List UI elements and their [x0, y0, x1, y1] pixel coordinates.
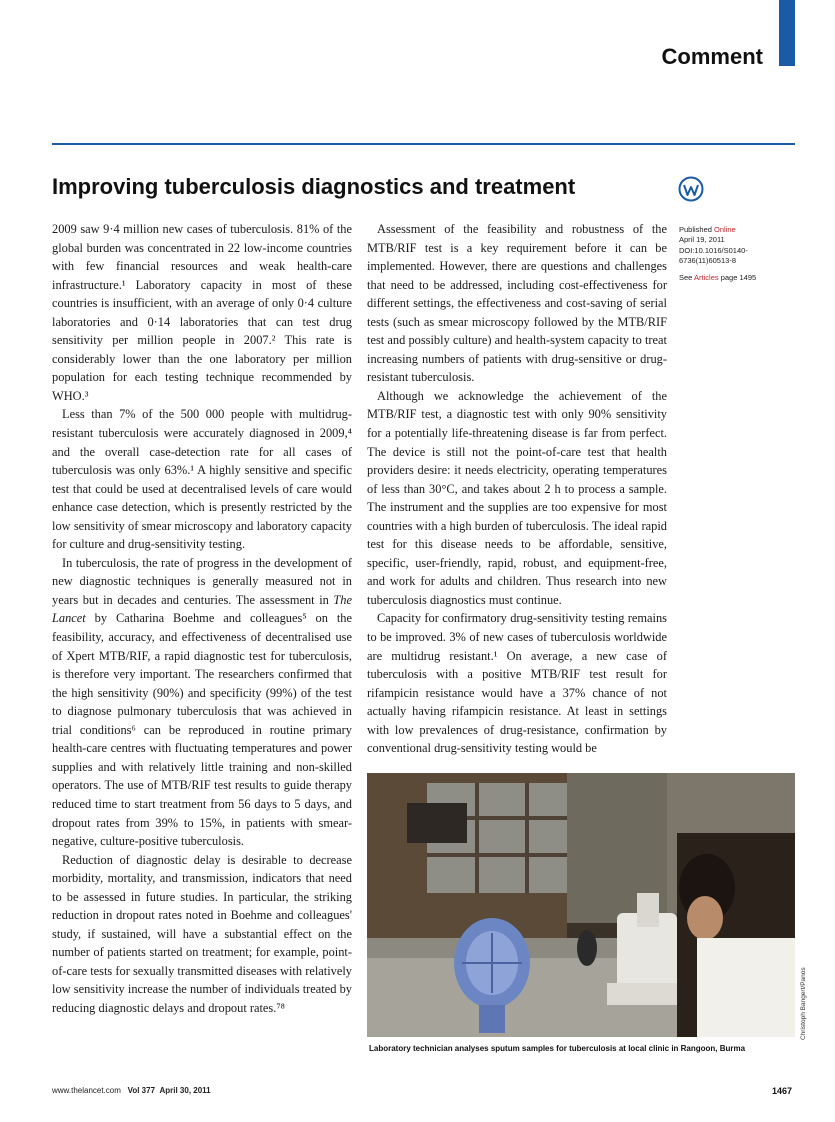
- issue-date: April 30, 2011: [159, 1086, 211, 1095]
- page-footer: [52, 1086, 211, 1095]
- paragraph: Assessment of the feasibility and robustness of the MTB/RIF test is a key requirement before it can be implemented. However, there are questions and challenges that need to be addressed, including cost-effectiveness for different settings, the effectiveness and cost-saving of serial tests (such as smear microscopy followed by the MTB/RIF test and possibly culture) and health-system capacity to treat increasing numbers of patients with drug-sensitive or drug-resistant tuberculosis.: [367, 222, 667, 385]
- lab-photo: [367, 773, 795, 1037]
- doi-line: DOI:10.1016/S0140-: [679, 245, 748, 255]
- sidebar-info: [679, 225, 797, 283]
- header-rule: [52, 143, 795, 145]
- web-extra-icon: [678, 176, 704, 202]
- paragraph-text: In tuberculosis, the rate of progress in the development of new diagnostic techniques is generally measured not in years but in decades and centuries. The assessment in: [52, 555, 352, 607]
- paragraph: 2009 saw 9·4 million new cases of tuberculosis. 81% of the global burden was concentrated in 22 low-income countries with few financial resources and weak health-care infrastructure.¹ Laboratory capacity in most of these countries is insufficient, with an average of only 0·4 culture laboratories and 0·14 laboratories that can test drug sensitivity per million people in 2007.² This rate is considerably lower than the one laboratory per million population for each testing technique recommended by WHO.³: [52, 222, 352, 403]
- journal-name: The Lancet: [52, 592, 352, 626]
- online-label: Online: [714, 225, 736, 234]
- photo-credit: Christoph Bangert/Panos: [800, 967, 807, 1040]
- section-label: Comment: [661, 44, 763, 69]
- paragraph: Although we acknowledge the achievement of the MTB/RIF test, a diagnostic test with only 90% sensitivity for a potentially life-threatening disease is far from perfect. The device is still not the point-of-care test that health providers desire: it needs electricity, operating temperatures of less than 30°C, and takes about 2 h to process a sample. The instrument and the supplies are too expensive for most countries with a high burden of tuberculosis. The ideal rapid test for this disease needs to be affordable, sensitive, specific, user-friendly, rapid, robust, and equipment-free, and work for adults and children. Thus research into new tuberculosis diagnostics must continue.: [367, 388, 667, 607]
- paragraph: Capacity for confirmatory drug-sensitivity testing remains to be improved. 3% of new cases of tuberculosis worldwide are multidrug resistant.¹ On average, a new case of tuberculosis with a positive MTB/RIF test result for rifampicin resistance would have a 37% chance of not actually having rifampicin resistance. At least in settings with low prevalences of drug-resistance, confirmation by conventional drug-sensitivity testing would be: [367, 611, 667, 756]
- paragraph: Less than 7% of the 500 000 people with multidrug-resistant tuberculosis were accurately diagnosed in 2009,⁴ and the overall case-detection rate for all cases of tuberculosis was only 63%.¹ A highly sensitive and specific test that could be used at decentralised levels of care would enhance case detection, which is presently restricted by the low sensitivity of smear microscopy and laboratory capacity for culture and drug-sensitivity testing.: [52, 407, 352, 552]
- volume: Vol 377: [127, 1086, 156, 1095]
- page-number: 1467: [771, 1086, 792, 1096]
- journal-site: www.thelancet.com: [52, 1086, 121, 1095]
- paragraph: Reduction of diagnostic delay is desirable to decrease morbidity, mortality, and transmission, indicators that need to be assessed in future studies. In particular, the striking reduction in dropout rates noted in Boehme and colleagues' study, if sustained, will have a substantial effect on the number of patients started on treatment; for example, point-of-care tests for sexually transmitted diseases with relatively low sensitivity increase the number of individuals treated by reducing diagnostic delays and dropout rates.⁷⁸: [52, 852, 352, 1015]
- figure-caption: Laboratory technician analyses sputum samples for tuberculosis at local clinic in Rangoon, Burma: [369, 1044, 746, 1053]
- page-reference: page 1495: [720, 272, 757, 282]
- doi-line: 6736(11)60513-8: [679, 256, 736, 266]
- published-label: Published: [679, 225, 712, 234]
- column-left: [52, 220, 352, 1018]
- article-title: Improving tuberculosis diagnostics and treatment: [52, 174, 576, 199]
- see-label: See: [679, 272, 693, 282]
- column-middle: [367, 220, 667, 758]
- paragraph-text: by Catharina Boehme and colleagues⁵ on the feasibility, accuracy, and effectiveness of decentralised use of Xpert MTB/RIF, a rapid diagnostic test for tuberculosis, is therefore very important. The researchers confirmed that the high sensitivity (90%) and specificity (99%) of the test to diagnose pulmonary tuberculosis that was achieved in trial conditions⁶ can be reproduced in routine primary health-care centres with fluctuating temperatures and power supplies and with relatively little training and non-skilled operators. The use of MTB/RIF test results to guide therapy reduced time to start treatment from 56 days to 5 days, and dropout rates from 39% to 15%, in patients with smear-negative, culture-positive tuberculosis.: [52, 611, 352, 849]
- paragraph: [52, 554, 352, 851]
- section-color-tab: [779, 0, 795, 66]
- articles-link[interactable]: Articles: [694, 272, 719, 282]
- publish-date: April 19, 2011: [679, 235, 725, 245]
